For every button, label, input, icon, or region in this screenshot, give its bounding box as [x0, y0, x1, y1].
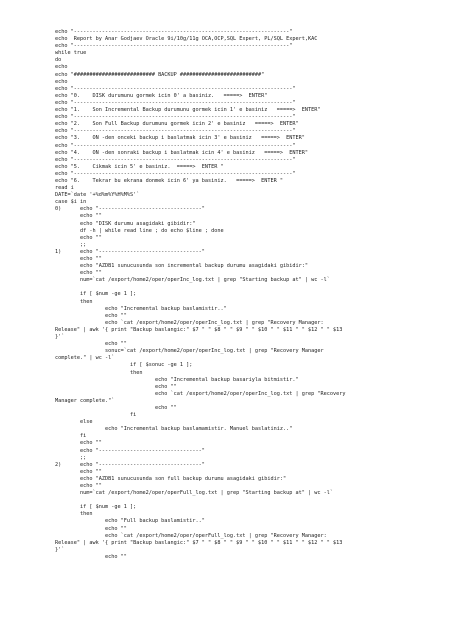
code-line: Release" | awk '{ print "Backup baslangic:" $7 " " $8 " " $9 " " $10 " " $11 " " $12 " " $13 [55, 326, 343, 333]
code-line: echo `cat /export/home2/oper/operInc_log.txt | grep "Recovery [55, 390, 346, 397]
code-line: echo "2. Son Full Backup durumunu gormek icin 2' e basiniz =====> ENTER" [55, 121, 299, 128]
code-line: echo "" [55, 213, 102, 220]
code-line: echo "5. Cikmak icin 5' e basiniz. =====> ENTER " [55, 163, 224, 170]
code-line [55, 497, 453, 504]
code-line: echo "########################## BACKUP ##########################" [55, 71, 265, 78]
code-line: echo "" [55, 270, 102, 277]
code-line: echo "----------------------------------------------------------------------" [55, 99, 296, 106]
code-line: echo "6. Tekrar bu ekrana donmek icin 6' ya basiniz. =====> ENTER " [55, 177, 283, 184]
code-line: echo "----------------------------------------------------------------------" [55, 114, 296, 121]
code-line: echo [55, 78, 68, 85]
code-line: read i [55, 185, 74, 192]
code-line: Manager complete."` [55, 397, 115, 404]
code-line: echo "---------------------------------------------------------------------" [55, 29, 293, 35]
code-line: echo "" [55, 440, 102, 447]
code-line: case $i in [55, 199, 87, 206]
code-line: ;; [55, 454, 87, 461]
code-line: echo "" [55, 468, 102, 475]
code-line: fi [55, 412, 137, 419]
code-line: echo "1. Son Incremental Backup durumunu gormek icin 1' e basiniz =====> ENTER" [55, 107, 321, 114]
code-line: echo "" [55, 312, 127, 319]
code-line: ;; [55, 241, 87, 248]
code-line: echo "Incremental backup basariyla bitmistir." [55, 376, 299, 383]
code-line: }'` [55, 334, 65, 341]
code-line: while true [55, 50, 87, 57]
code-line: DATE=`date '+%d%m%Y%H%M%S'` [55, 192, 140, 199]
code-line: echo "" [55, 483, 102, 489]
code-line: echo "Full backup baslamistir.." [55, 518, 205, 525]
code-line: then [55, 511, 93, 518]
code-line: if [ $num -ge 1 ]; [55, 291, 137, 298]
code-line: echo "----------------------------------------------------------------------" [55, 170, 296, 177]
code-line [55, 284, 453, 291]
code-line: if [ $num -ge 1 ]; [55, 504, 137, 511]
code-line: echo "" [55, 234, 102, 241]
code-line: echo "" [55, 383, 177, 390]
code-line: echo "----------------------------------------------------------------------" [55, 128, 296, 135]
code-line: echo "AZDB1 sunucusunda son full backup durumu asagidaki gibidir:" [55, 475, 287, 482]
code-line: Release" | awk '{ print "Backup baslangic:" $7 " " $8 " " $9 " " $10 " " $11 " " $12 " " $13 [55, 539, 343, 546]
code-line: echo "" [55, 404, 177, 411]
code-line: echo "" [55, 525, 127, 532]
code-line: echo "----------------------------------------------------------------------" [55, 85, 296, 92]
code-line: echo "----------------------------------------------------------------------" [55, 142, 296, 149]
code-line: echo "Incremental backup baslamamistir. Manuel baslatiniz.." [55, 426, 293, 433]
code-line: else [55, 419, 93, 426]
code-line: then [55, 298, 93, 305]
code-line: echo "4. ON -den sonraki backup i baslatmak icin 4' e basiniz =====> ENTER" [55, 149, 308, 156]
code-line: echo [55, 64, 68, 71]
code-line: echo "Incremental backup baslamistir.." [55, 305, 227, 312]
code-line: echo "---------------------------------------------------------------------" [55, 43, 293, 50]
code-line: echo "----------------------------------------------------------------------" [55, 156, 296, 163]
code-line: 0) echo "---------------------------------" [55, 206, 205, 213]
code-line: echo "3. ON -den onceki backup i baslatmak icin 3' e basiniz =====> ENTER" [55, 135, 305, 142]
code-line: echo "" [55, 256, 102, 262]
code-line: echo `cat /export/home2/oper/operFull_log.txt | grep "Recovery Manager: [55, 532, 327, 539]
code-line: do [55, 57, 62, 64]
code-line: complete." | wc -l` [55, 355, 115, 362]
code-line: then [55, 369, 143, 376]
code-line: echo "AZDB1 sunucusunda son incremental backup durumu asagidaki gibidir:" [55, 263, 308, 270]
code-line: echo `cat /export/home2/oper/operInc_log.txt | grep "Recovery Manager: [55, 319, 324, 326]
code-line: echo "" [55, 341, 127, 348]
code-line: 2) echo "---------------------------------" [55, 461, 205, 468]
code-line: num=`cat /export/home2/oper/operInc_log.txt | grep "Starting backup at" | wc -l` [55, 277, 330, 284]
code-line: echo Report by Anar Godjaev Oracle 9i/10g/11g OCA,OCP,SQL Expert, PL/SQL Expert,KAC [55, 36, 318, 43]
code-line: echo "---------------------------------" [55, 447, 205, 454]
code-line: }'` [55, 546, 65, 553]
shell-script-code-block [55, 29, 453, 561]
code-line: echo "0. DISK durumunu gormek icin 0' a basiniz. =====> ENTER" [55, 92, 268, 99]
code-line: df -h | while read line ; do echo $line ; done [55, 227, 224, 234]
code-line: fi [55, 433, 87, 440]
code-line: 1) echo "---------------------------------" [55, 248, 205, 255]
code-line: sonuc=`cat /export/home2/oper/operInc_log.txt | grep "Recovery Manager [55, 348, 324, 355]
code-line: echo "DISK durumu asagidaki gibidir:" [55, 220, 196, 227]
code-line: echo "" [55, 553, 127, 560]
code-line: num=`cat /export/home2/oper/operFull_log.txt | grep "Starting backup at" | wc -l` [55, 490, 333, 497]
code-line: if [ $sonuc -ge 1 ]; [55, 362, 193, 369]
